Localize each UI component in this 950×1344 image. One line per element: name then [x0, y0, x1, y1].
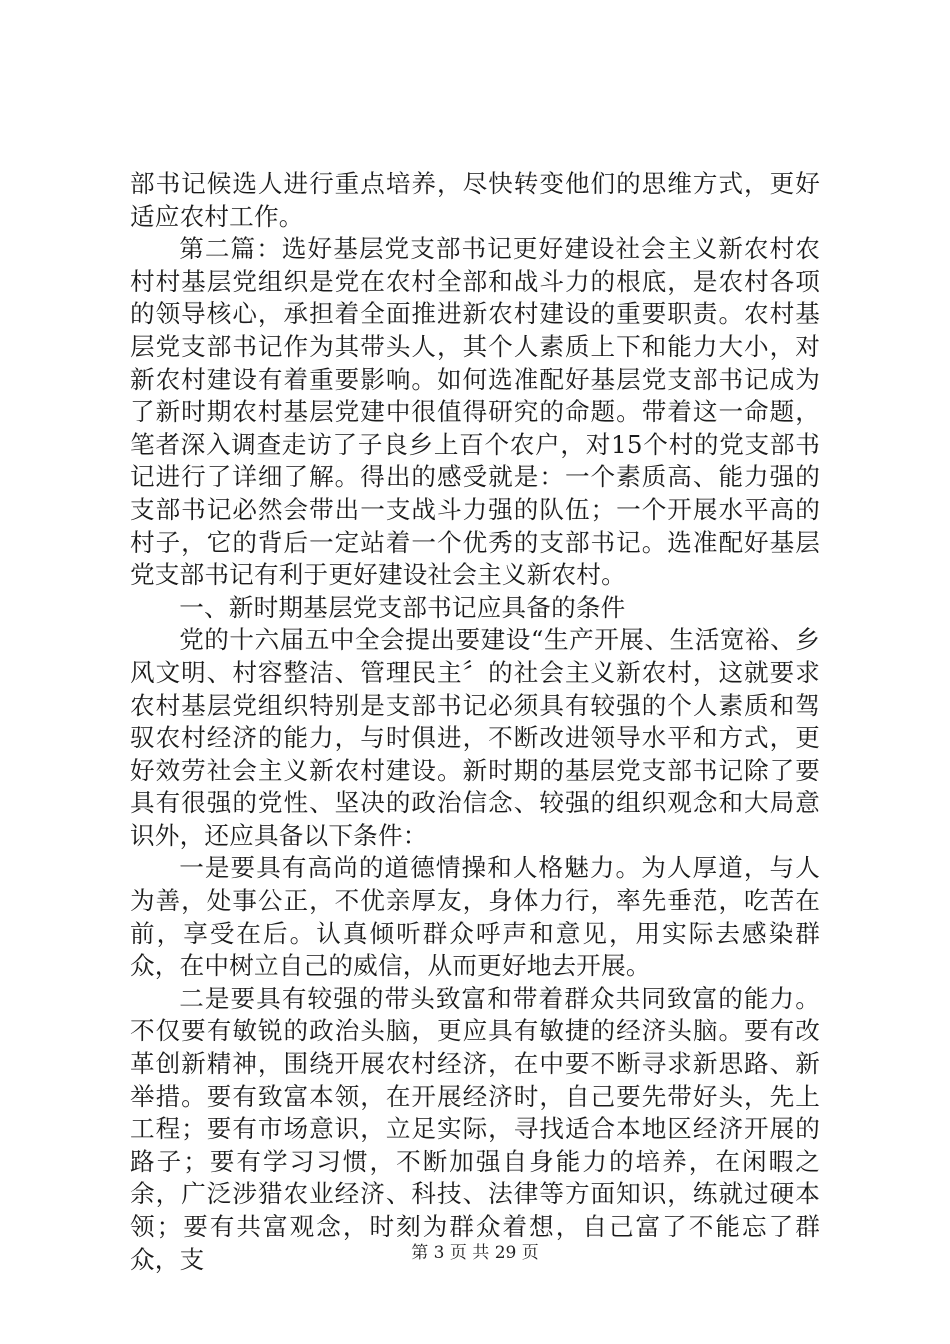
paragraph-point-two: 二是要具有较强的带头致富和带着群众共同致富的能力。不仅要有敏锐的政治头脑，更应具有敏捷的经济头脑。要有改革创新精神，围绕开展农村经济，在中要不断寻求新思路、新举措。要有致富本领，在开展经济时，自己要先带好头，先上工程；要有市场意识，立足实际，寻找适合本地区经济开展的路子；要有学习习惯，不断加强自身能力的培养，在闲暇之余，广泛涉猎农业经济、科技、法律等方面知识，练就过硬本领；要有共富观念，时刻为群众着想，自己富了不能忘了群众，支: [130, 983, 820, 1274]
paragraph-new-countryside: 党的十六届五中全会提出要建设“生产开展、生活宽裕、乡风文明、村容整洁、管理民主〞的社会主义新农村，这就要求农村基层党组织特别是支部书记必须具有较强的个人素质和驾驭农村经济的能力，与时俱进，不断改进领导水平和方式，更好效劳社会主义新农村建设。新时期的基层党支部书记除了要具有很强的党性、坚决的政治信念、较强的组织观念和大局意识外，还应具备以下条件：: [130, 625, 820, 850]
paragraph-continuation: 部书记候选人进行重点培养，尽快转变他们的思维方式，更好适应农村工作。: [130, 169, 820, 231]
paragraph-chapter-two: 第二篇：选好基层党支部书记更好建设社会主义新农村农村村基层党组织是党在农村全部和战斗力的根底，是农村各项的领导核心，承担着全面推进新农村建设的重要职责。农村基层党支部书记作为其带头人，其个人素质上下和能力大小，对新农村建设有着重要影响。如何选准配好基层党支部书记成为了新时期农村基层党建中很值得研究的命题。带着这一命题，笔者深入调查走访了子良乡上百个农户，对15个村的党支部书记进行了详细了解。得出的感受就是：一个素质高、能力强的支部书记必然会带出一支战斗力强的队伍；一个开展水平高的村子，它的背后一定站着一个优秀的支部书记。选准配好基层党支部书记有利于更好建设社会主义新农村。: [130, 234, 820, 590]
section-heading-conditions: 一、新时期基层党支部书记应具备的条件: [179, 592, 626, 622]
page-footer: [0, 1243, 950, 1263]
page-number: 第 3 页 共 29 页: [411, 1243, 539, 1263]
document-body: [130, 168, 820, 1276]
paragraph-point-one: 一是要具有高尚的道德情操和人格魅力。为人厚道，与人为善，处事公正，不优亲厚友，身体力行，率先垂范，吃苦在前，享受在后。认真倾听群众呼声和意见，用实际去感染群众，在中树立自己的威信，从而更好地去开展。: [130, 853, 820, 981]
